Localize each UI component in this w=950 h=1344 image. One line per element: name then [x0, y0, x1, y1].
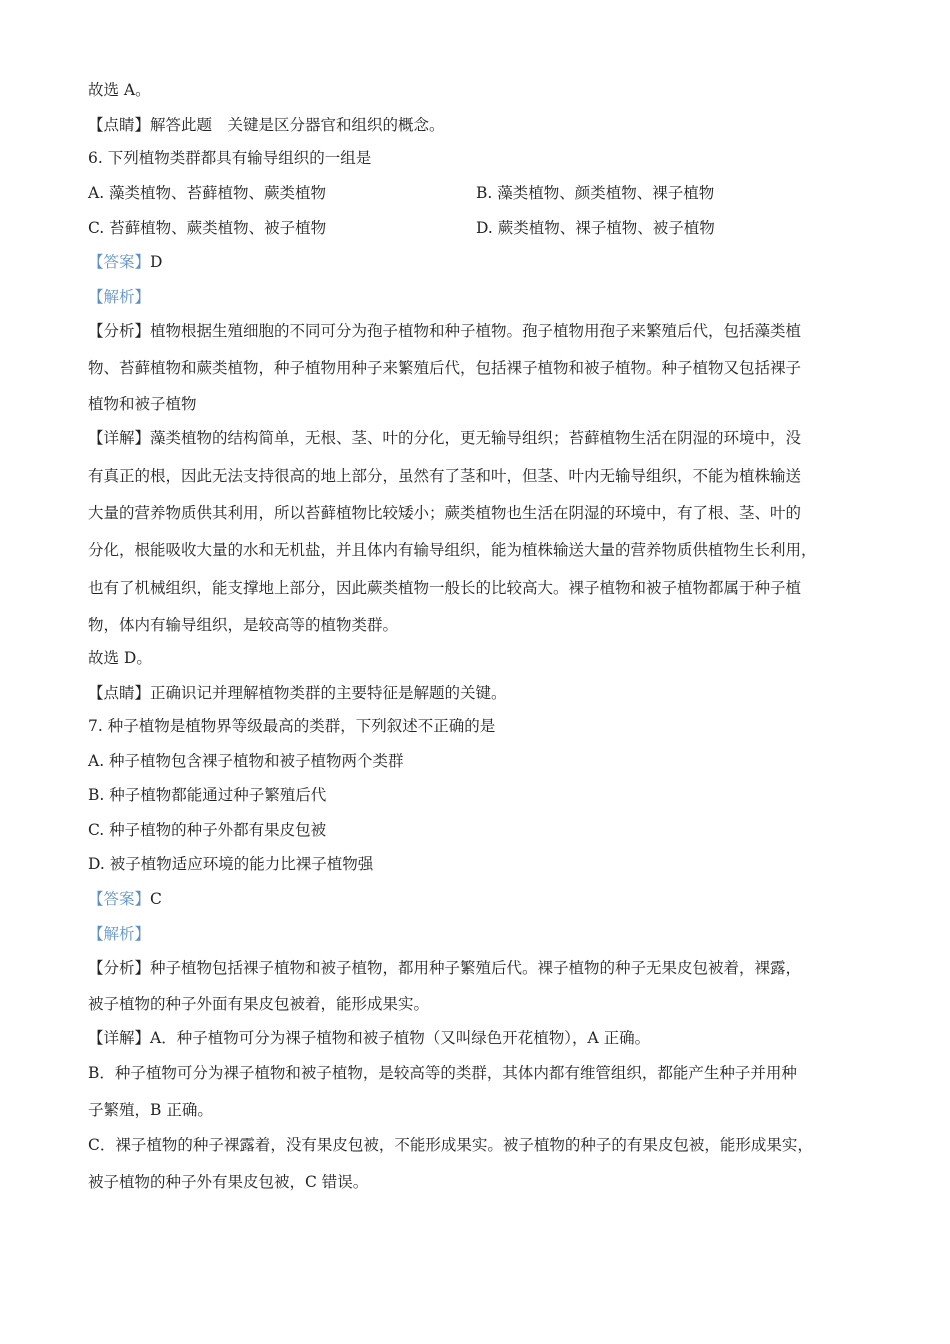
- tip-text: 正确识记并理解植物类群的主要特征是解题的关键。: [150, 684, 507, 702]
- tip-label: 【点睛】: [88, 684, 151, 702]
- answer-value: C: [150, 890, 162, 908]
- detail-label: 【详解】: [88, 429, 151, 447]
- q7-detail-b-line-1: B．种子植物可分为裸子植物和被子植物，是较高等的类群，其体内都有维管组织，都能产生种子并用种: [88, 1064, 797, 1082]
- fenxi-text: 种子植物包括裸子植物和被子植物，都用种子繁殖后代。裸子植物的种子无果皮包被着，裸露，: [150, 959, 802, 977]
- q6-answer: [88, 252, 162, 272]
- q7-analysis-label: 【解析】: [88, 925, 151, 943]
- answer-label: 【答案】: [88, 253, 151, 271]
- q6-detail-line-4: 分化，根能吸收大量的水和无机盐，并且体内有输导组织，能为植株输送大量的营养物质供植物生长利用，: [88, 541, 817, 559]
- q6-conclusion: 故选 D。: [88, 649, 152, 667]
- detail-label: 【详解】: [88, 1029, 151, 1047]
- q6-analysis-label: 【解析】: [88, 288, 151, 306]
- q6-question: 6. 下列植物类群都具有输导组织的一组是: [88, 149, 372, 167]
- q6-detail-line-1: [88, 428, 801, 448]
- q7-detail-b-line-2: 子繁殖，B 正确。: [88, 1101, 213, 1119]
- q6-fenxi-line-3: 植物和被子植物: [88, 395, 197, 413]
- q7-fenxi-line-2: 被子植物的种子外面有果皮包被着，能形成果实。: [88, 995, 430, 1013]
- fenxi-label: 【分析】: [88, 322, 151, 340]
- detail-text: A．种子植物可分为裸子植物和被子植物（又叫绿色开花植物），A 正确。: [150, 1029, 651, 1047]
- q7-option-c: C. 种子植物的种子外都有果皮包被: [88, 821, 327, 839]
- q6-fenxi-line-2: 物、苔藓植物和蕨类植物，种子植物用种子来繁殖后代，包括裸子植物和被子植物。种子植物又包括裸子: [88, 359, 802, 377]
- fenxi-text: 植物根据生殖细胞的不同可分为孢子植物和种子植物。孢子植物用孢子来繁殖后代，包括藻类植: [150, 322, 802, 340]
- q6-detail-line-6: 物，体内有输导组织，是较高等的植物类群。: [88, 616, 399, 634]
- q7-option-a: A. 种子植物包含裸子植物和被子植物两个类群: [88, 752, 404, 770]
- q6-fenxi-line-1: [88, 321, 801, 341]
- q6-option-c: C. 苔藓植物、蕨类植物、被子植物: [88, 219, 327, 237]
- q6-option-a: A. 藻类植物、苔藓植物、蕨类植物: [88, 184, 327, 202]
- tip-label: 【点睛】: [88, 116, 151, 134]
- q6-detail-line-5: 也有了机械组织，能支撑地上部分，因此蕨类植物一般长的比较高大。裸子植物和被子植物都属于种子植: [88, 579, 802, 597]
- answer-value: D: [150, 253, 163, 271]
- q7-option-b: B. 种子植物都能通过种子繁殖后代: [88, 786, 327, 804]
- q5-tip: [88, 115, 445, 135]
- q6-tip: [88, 683, 507, 703]
- q7-answer: [88, 889, 162, 909]
- q6-option-d: D. 蕨类植物、裸子植物、被子植物: [476, 219, 715, 237]
- answer-label: 【答案】: [88, 890, 151, 908]
- q7-detail-c-line-1: C．裸子植物的种子裸露着，没有果皮包被，不能形成果实。被子植物的种子的有果皮包被，能形成果实，: [88, 1136, 813, 1154]
- q6-detail-line-2: 有真正的根，因此无法支持很高的地上部分，虽然有了茎和叶，但茎、叶内无输导组织，不能为植株输送: [88, 467, 802, 485]
- q6-option-b: B. 藻类植物、颜类植物、裸子植物: [476, 184, 715, 202]
- q6-detail-line-3: 大量的营养物质供其利用，所以苔藓植物比较矮小；蕨类植物也生活在阴湿的环境中，有了根、茎、叶的: [88, 504, 802, 522]
- fenxi-label: 【分析】: [88, 959, 151, 977]
- q7-fenxi-line-1: [88, 958, 801, 978]
- q7-detail-a: [88, 1028, 650, 1048]
- detail-text: 藻类植物的结构简单，无根、茎、叶的分化，更无输导组织；苔藓植物生活在阴湿的环境中，没: [150, 429, 802, 447]
- q7-option-d: D. 被子植物适应环境的能力比裸子植物强: [88, 855, 374, 873]
- tip-text: 解答此题 关键是区分器官和组织的概念。: [150, 116, 445, 134]
- conclusion-prev: 故选 A。: [88, 81, 151, 99]
- q7-question: 7. 种子植物是植物界等级最高的类群，下列叙述不正确的是: [88, 717, 496, 735]
- q7-detail-c-line-2: 被子植物的种子外有果皮包被，C 错误。: [88, 1173, 369, 1191]
